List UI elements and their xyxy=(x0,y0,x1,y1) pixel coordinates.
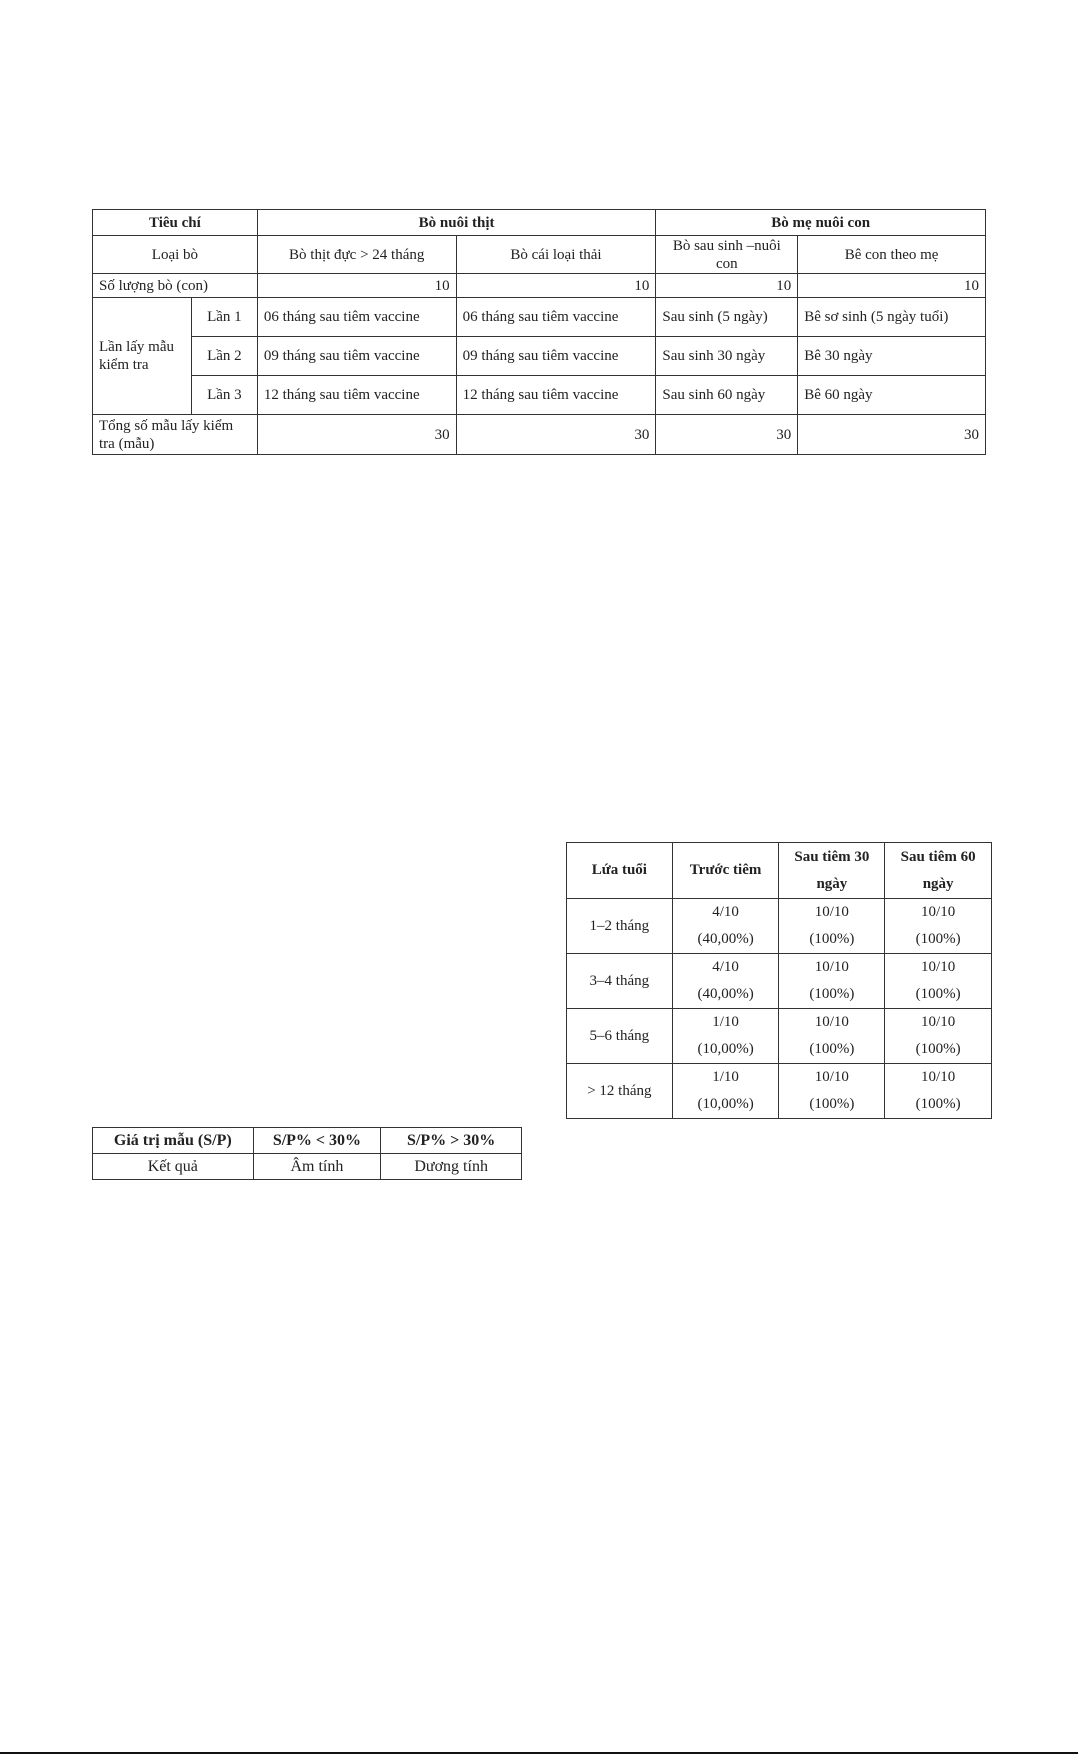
percent: (10,00%) xyxy=(697,1096,754,1112)
ratio: 10/10 xyxy=(921,959,956,975)
type-label: Loại bò xyxy=(93,236,258,274)
percent: (100%) xyxy=(809,931,855,947)
count-label: Số lượng bò (con) xyxy=(93,274,258,298)
ratio: 1/10 xyxy=(712,1014,739,1030)
percent: (100%) xyxy=(915,1041,961,1057)
percent: (100%) xyxy=(915,931,961,947)
round-cell: 09 tháng sau tiêm vaccine xyxy=(257,337,456,376)
count-cell: 10 xyxy=(656,274,798,298)
type-cell: Bò sau sinh –nuôi con xyxy=(656,236,798,274)
before-cell xyxy=(672,899,779,954)
round-label: Lần 3 xyxy=(191,376,257,415)
d60-cell xyxy=(885,899,992,954)
round-cell: 06 tháng sau tiêm vaccine xyxy=(257,298,456,337)
d60-cell xyxy=(885,1064,992,1119)
type-cell: Bò thịt đực > 24 tháng xyxy=(257,236,456,274)
percent: (40,00%) xyxy=(697,931,754,947)
percent: (100%) xyxy=(809,1041,855,1057)
age-cell: 5–6 tháng xyxy=(567,1009,673,1064)
percent: (100%) xyxy=(915,1096,961,1112)
round-cell: 06 tháng sau tiêm vaccine xyxy=(456,298,656,337)
sampling-plan-table xyxy=(92,209,986,455)
header-negative-threshold: S/P% < 30% xyxy=(253,1128,381,1154)
header-60-days: Sau tiêm 60 ngày xyxy=(885,843,992,899)
result-negative: Âm tính xyxy=(253,1154,381,1180)
d30-cell xyxy=(779,899,885,954)
count-cell: 10 xyxy=(798,274,986,298)
d30-cell xyxy=(779,1009,885,1064)
round-cell: Bê sơ sinh (5 ngày tuổi) xyxy=(798,298,986,337)
percent: (40,00%) xyxy=(697,986,754,1002)
percent: (100%) xyxy=(809,986,855,1002)
header-cow-calf: Bò mẹ nuôi con xyxy=(656,210,986,236)
header-positive-threshold: S/P% > 30% xyxy=(381,1128,522,1154)
antibody-results-table xyxy=(566,842,992,1119)
ratio: 4/10 xyxy=(712,904,739,920)
round-label: Lần 1 xyxy=(191,298,257,337)
ratio: 10/10 xyxy=(921,1014,956,1030)
before-cell xyxy=(672,1009,779,1064)
d30-cell xyxy=(779,1064,885,1119)
header-before: Trước tiêm xyxy=(672,843,779,899)
d30-cell xyxy=(779,954,885,1009)
total-cell: 30 xyxy=(257,415,456,455)
age-cell: 1–2 tháng xyxy=(567,899,673,954)
round-cell: Sau sinh 30 ngày xyxy=(656,337,798,376)
sp-interpretation-table xyxy=(92,1127,522,1180)
result-label: Kết quả xyxy=(93,1154,254,1180)
percent: (100%) xyxy=(809,1096,855,1112)
d60-cell xyxy=(885,954,992,1009)
before-cell xyxy=(672,1064,779,1119)
header-sample-value: Giá trị mẫu (S/P) xyxy=(93,1128,254,1154)
age-cell: 3–4 tháng xyxy=(567,954,673,1009)
ratio: 10/10 xyxy=(814,904,849,920)
ratio: 4/10 xyxy=(712,959,739,975)
header-age: Lứa tuổi xyxy=(567,843,673,899)
type-cell: Bê con theo mẹ xyxy=(798,236,986,274)
round-cell: 12 tháng sau tiêm vaccine xyxy=(456,376,656,415)
header-criteria: Tiêu chí xyxy=(93,210,258,236)
ratio: 1/10 xyxy=(712,1069,739,1085)
page-bottom-rule xyxy=(0,1752,1078,1754)
ratio: 10/10 xyxy=(921,904,956,920)
round-cell: Sau sinh 60 ngày xyxy=(656,376,798,415)
round-label: Lần 2 xyxy=(191,337,257,376)
sampling-label: Lần lấy mẫu kiểm tra xyxy=(93,298,192,415)
round-cell: Bê 60 ngày xyxy=(798,376,986,415)
before-cell xyxy=(672,954,779,1009)
d60-cell xyxy=(885,1009,992,1064)
age-cell: > 12 tháng xyxy=(567,1064,673,1119)
total-cell: 30 xyxy=(656,415,798,455)
total-cell: 30 xyxy=(798,415,986,455)
header-30-days: Sau tiêm 30 ngày xyxy=(779,843,885,899)
round-cell: Sau sinh (5 ngày) xyxy=(656,298,798,337)
count-cell: 10 xyxy=(456,274,656,298)
ratio: 10/10 xyxy=(814,1014,849,1030)
percent: (10,00%) xyxy=(697,1041,754,1057)
ratio: 10/10 xyxy=(814,1069,849,1085)
result-positive: Dương tính xyxy=(381,1154,522,1180)
percent: (100%) xyxy=(915,986,961,1002)
round-cell: 09 tháng sau tiêm vaccine xyxy=(456,337,656,376)
ratio: 10/10 xyxy=(921,1069,956,1085)
ratio: 10/10 xyxy=(814,959,849,975)
type-cell: Bò cái loại thải xyxy=(456,236,656,274)
round-cell: Bê 30 ngày xyxy=(798,337,986,376)
total-cell: 30 xyxy=(456,415,656,455)
count-cell: 10 xyxy=(257,274,456,298)
total-label: Tổng số mẫu lấy kiểm tra (mẫu) xyxy=(93,415,258,455)
header-beef-cattle: Bò nuôi thịt xyxy=(257,210,656,236)
round-cell: 12 tháng sau tiêm vaccine xyxy=(257,376,456,415)
